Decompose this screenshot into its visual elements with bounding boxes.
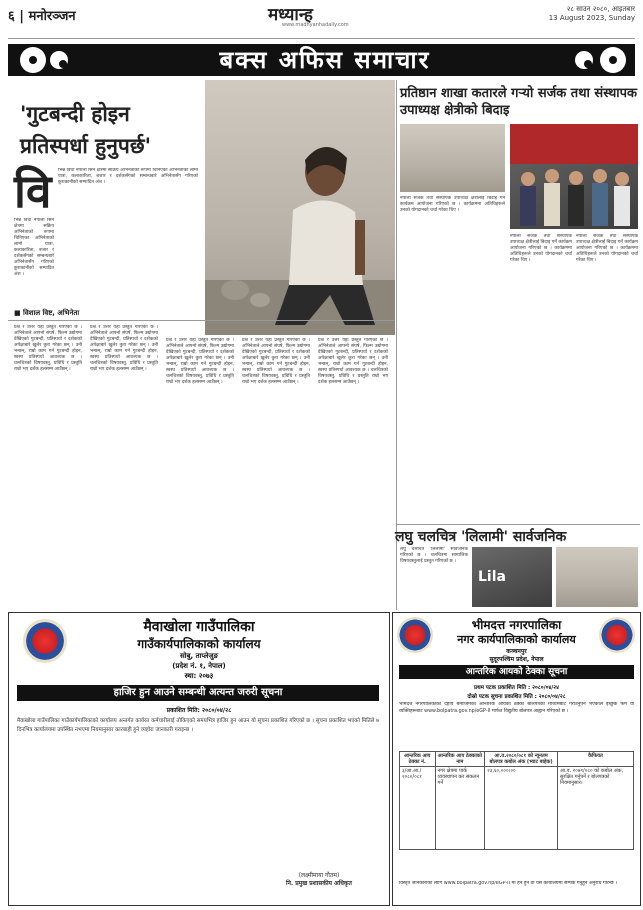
notice-right-second-pub: दोस्रो पटक सूचना प्रकाशित मिति : २०८०/०४/२८: [467, 694, 566, 700]
lead-body-col1: प्रश्न र उत्तर यहाँ प्रस्तुत गरिएको छ । अभिनेताले आफ्नो संघर्ष, फिल्म उद्योगमा देखिएको गुटबन्दी, प्रतिस्पर्धा र दर्शकको अपेक्षाबारे खुलेर कुरा गरेका छन् । उनी भन्छन्, राम्रो काम गर्न गुटबन्दी होइन, स्वस्थ प्रतिस्पर्धा आवश्यक छ । चलचित्रको विषयवस्तु, प्रविधि र प्रस्तुति राम्रो भए दर्शक हलसम्म आउँछन् ।: [14, 325, 82, 372]
right-story-headline: प्रतिष्ठान शाखा कतारले गर्‍यो सर्जक तथा संस्थापक उपाध्यक्ष क्षेत्रीको बिदाइ: [400, 86, 638, 118]
lead-body-col2: प्रश्न र उत्तर यहाँ प्रस्तुत गरिएको छ । अभिनेताले आफ्नो संघर्ष, फिल्म उद्योगमा देखिएको गुटबन्दी, प्रतिस्पर्धा र दर्शकको अपेक्षाबारे खुलेर कुरा गरेका छन् । उनी भन्छन्, राम्रो काम गर्न गुटबन्दी होइन, स्वस्थ प्रतिस्पर्धा आवश्यक छ । चलचित्रको विषयवस्तु, प्रविधि र प्रस्तुति राम्रो भए दर्शक हलसम्म आउँछन् ।: [90, 325, 158, 372]
page-section: ६ | मनोरञ्जन: [8, 9, 76, 24]
lead-headline: [20, 98, 200, 162]
notice-right-first-pub: प्रथम पटक प्रकाशित मिति : २०८०/०४/२४: [473, 685, 560, 691]
notice-left-pub-date: प्रकाशित मिति: २०८०/०४/२८: [166, 707, 232, 714]
film-reel-icon: [600, 47, 626, 73]
right-story-col3: नेपाली सर्जक तथा संस्थापक उपाध्यक्ष क्षेत्रीलाई बिदाइ गर्ने कार्यक्रम आयोजना गरिएको छ । कार्यक्रममा अतिथिहरूले उनको योगदानको चर्चा गरेका थिए ।: [576, 234, 638, 263]
actor-figure: [205, 80, 395, 335]
lilami-poster-title: Lila: [478, 569, 506, 585]
lilami-col1: लघु चलचित्र 'लिलामी' सार्वजनिक गरिएको छ । चलचित्रमा सामाजिक विषयवस्तुलाई प्रस्तुत गरिएको छ ।: [400, 547, 468, 564]
lilami-top-rule: [396, 524, 640, 525]
film-reel-icon: [20, 47, 46, 73]
right-story-photo-group: [510, 124, 638, 229]
lead-intro: भिन्न विधा नेपाली सिने क्षेत्रमा सक्रिय अभिनेताको रूपमा चिनिएका अभिनेताको लामो यात्रा, कलाकारिता, बजार र दर्शकसँगको सम्बन्धबारे अभिनेतासँग गरिएको कुराकानीको सम्पादित अंश ।: [58, 168, 198, 185]
notice-left-body: मैवाखोला गाउँपालिका गाउँकार्यपालिकाको कार्यालय अन्तर्गत कार्यरत कर्मचारीलाई तोकिएको समयभित्र हाजिर हुन आउन यो सूचना प्रकाशित गरिएको छ । सूचना प्रकाशित भएको मितिले ७ दिनभित्र कार्यालयमा उपस्थित नभएमा नियमानुसार कारबाही हुने व्यहोरा जानकारी गराइन्छ ।: [17, 718, 379, 733]
notice-right-title: भीमदत्त नगरपालिका: [471, 618, 562, 632]
group-photo-figures: [510, 124, 638, 229]
notice-right-address1: कञ्चनपुर: [506, 648, 527, 655]
lilami-still: [556, 547, 638, 607]
table-header-cell: कैफियत: [558, 752, 634, 767]
drop-cap: वि: [14, 164, 52, 218]
notice-left-bar: हाजिर हुन आउने सम्बन्धी अत्यन्त जरुरी सूचना: [17, 685, 379, 701]
notice-right-address2: सुदूरपश्चिम प्रदेश, नेपाल: [489, 656, 544, 663]
date-english: 13 August 2023, Sunday: [548, 14, 635, 22]
notice-left-title: मैवाखोला गाउँपालिका: [143, 619, 255, 635]
notice-right-subtitle: नगर कार्यपालिकाको कार्यालय: [457, 633, 576, 646]
header-divider: [8, 38, 635, 39]
right-story-col2: नेपाली सर्जक तथा संस्थापक उपाध्यक्ष क्षेत्रीलाई बिदाइ गर्ने कार्यक्रम आयोजना गरिएको छ । कार्यक्रममा अतिथिहरूले उनको योगदानको चर्चा गरेका थिए ।: [510, 234, 572, 263]
tender-table: [399, 751, 634, 850]
lead-byline: ■ विशाल विष्ट, अभिनेता: [14, 309, 80, 317]
lead-headline-line2: प्रतिस्पर्धा हुनुपर्छ': [20, 133, 152, 158]
masthead-date: [549, 5, 635, 23]
lilami-headline: लघु चलचित्र 'लिलामी' सार्वजनिक: [395, 529, 567, 545]
notice-left-year: स्था: २०७३: [184, 672, 214, 680]
film-reel-icon: [50, 51, 68, 69]
table-cell: २३,६०,०००।००: [485, 767, 558, 850]
notice-right-bar: आन्तरिक आयको ठेक्का सूचना: [399, 665, 634, 679]
table-cell: ३/आ.आ./२०८०/०८१: [400, 767, 436, 850]
signature-name: (लक्ष्मीमाया गौतम): [298, 872, 340, 879]
right-story-col1: नेपाली सर्जक तथा संस्थापक उपाध्यक्ष क्षेत्रीलाई बिदाइ गर्ने कार्यक्रम आयोजना गरिएको छ । कार्यक्रममा अतिथिहरूले उनको योगदानको चर्चा गरेका थिए ।: [400, 196, 505, 213]
film-reel-icon: [575, 51, 593, 69]
right-story-photo-small: [400, 124, 505, 192]
notice-left-signature: [259, 871, 379, 887]
banner-title: बक्स अफिस समाचार: [219, 46, 431, 74]
date-nepali: २८ साउन २०८०, आइतबार: [566, 5, 635, 13]
table-header-cell: आ.व.२०८०/०८१ को न्यूनतम बोलपत्र कबोल अंक (भ्याट बाहेक): [485, 752, 558, 767]
masthead-website: www.madhyanhadaily.com: [282, 22, 349, 28]
lead-byline-rule: [8, 320, 395, 321]
notice-left-address: सोबु, ताप्लेजुङ: [179, 652, 219, 660]
lead-headline-line1: 'गुटबन्दी होइन: [20, 101, 130, 126]
notice-left-subtitle: गाउँकार्यपालिकाको कार्यालय: [137, 637, 261, 651]
table-header-cell: आन्तरिक आय ठेक्का नं.: [400, 752, 436, 767]
table-cell: नगर क्षेत्रमा पार्क व्यवस्थापन कर संकलन गर्ने: [435, 767, 485, 850]
notice-right-body: भीमदत्त नगरपालिकाको देहाय बमोजिमको आन्तरिक आयको ठेक्का बोलपत्रको माध्यमबाट गराउनुपर्ने भएकोले इच्छुक फर्म वा व्यक्तिहरूबाट www.bolpatra.gov.np/eGP-II मार्फत विद्युतीय बोलपत्र आह्वान गरिएको छ ।: [399, 702, 634, 714]
notice-left-province: (प्रदेश नं. १, नेपाल): [172, 662, 226, 670]
notice-right: [392, 612, 641, 906]
lead-photo: [205, 80, 395, 335]
notice-left: [8, 612, 390, 906]
lead-body-col3: प्रश्न र उत्तर यहाँ प्रस्तुत गरिएको छ । अभिनेताले आफ्नो संघर्ष, फिल्म उद्योगमा देखिएको गुटबन्दी, प्रतिस्पर्धा र दर्शकको अपेक्षाबारे खुलेर कुरा गरेका छन् । उनी भन्छन्, राम्रो काम गर्न गुटबन्दी होइन, स्वस्थ प्रतिस्पर्धा आवश्यक छ । चलचित्रको विषयवस्तु, प्रविधि र प्रस्तुति राम्रो भए दर्शक हलसम्म आउँछन् ।: [166, 338, 234, 385]
tender-table-header: [400, 752, 634, 767]
lead-body-col5: प्रश्न र उत्तर यहाँ प्रस्तुत गरिएको छ । अभिनेताले आफ्नो संघर्ष, फिल्म उद्योगमा देखिएको गुटबन्दी, प्रतिस्पर्धा र दर्शकको अपेक्षाबारे खुलेर कुरा गरेका छन् । उनी भन्छन्, राम्रो काम गर्न गुटबन्दी होइन, स्वस्थ प्रतिस्पर्धा आवश्यक छ । चलचित्रको विषयवस्तु, प्रविधि र प्रस्तुति राम्रो भए दर्शक हलसम्म आउँछन् ।: [318, 338, 388, 385]
table-header-cell: आन्तरिक आय ठेक्काको नाम: [435, 752, 485, 767]
lilami-poster: [472, 547, 552, 607]
lead-body-col4: प्रश्न र उत्तर यहाँ प्रस्तुत गरिएको छ । अभिनेताले आफ्नो संघर्ष, फिल्म उद्योगमा देखिएको गुटबन्दी, प्रतिस्पर्धा र दर्शकको अपेक्षाबारे खुलेर कुरा गरेका छन् । उनी भन्छन्, राम्रो काम गर्न गुटबन्दी होइन, स्वस्थ प्रतिस्पर्धा आवश्यक छ । चलचित्रको विषयवस्तु, प्रविधि र प्रस्तुति राम्रो भए दर्शक हलसम्म आउँछन् ।: [242, 338, 310, 385]
signature-title: नि. प्रमुख प्रशासकीय अधिकृत: [286, 880, 352, 887]
masthead-logo: मध्यान्ह: [268, 5, 313, 25]
page-number: ६: [8, 9, 15, 24]
lead-intro-overflow: भिन्न विधा नेपाली सिने क्षेत्रमा सक्रिय अभिनेताको रूपमा चिनिएका अभिनेताको लामो यात्रा, कलाकारिता, बजार र दर्शकसँगको सम्बन्धबारे अभिनेतासँग गरिएको कुराकानीको सम्पादित अंश ।: [14, 218, 54, 277]
section-name: मनोरञ्जन: [28, 9, 76, 24]
table-row: [400, 767, 634, 850]
table-cell: आ.व. २०७९/०८० को कबोल अंक, सुरक्षित गर्नुपर्ने र बोलपत्रको नियमानुसार।: [558, 767, 634, 850]
notice-right-footer: विस्तृत जानकारीका लागि www.bolpatra.gov.np/eGP-II मा हेर्न हुन वा यस कार्यालयमा सम्पर्क गर्नुहुन अनुरोध गरिन्छ ।: [399, 881, 617, 886]
